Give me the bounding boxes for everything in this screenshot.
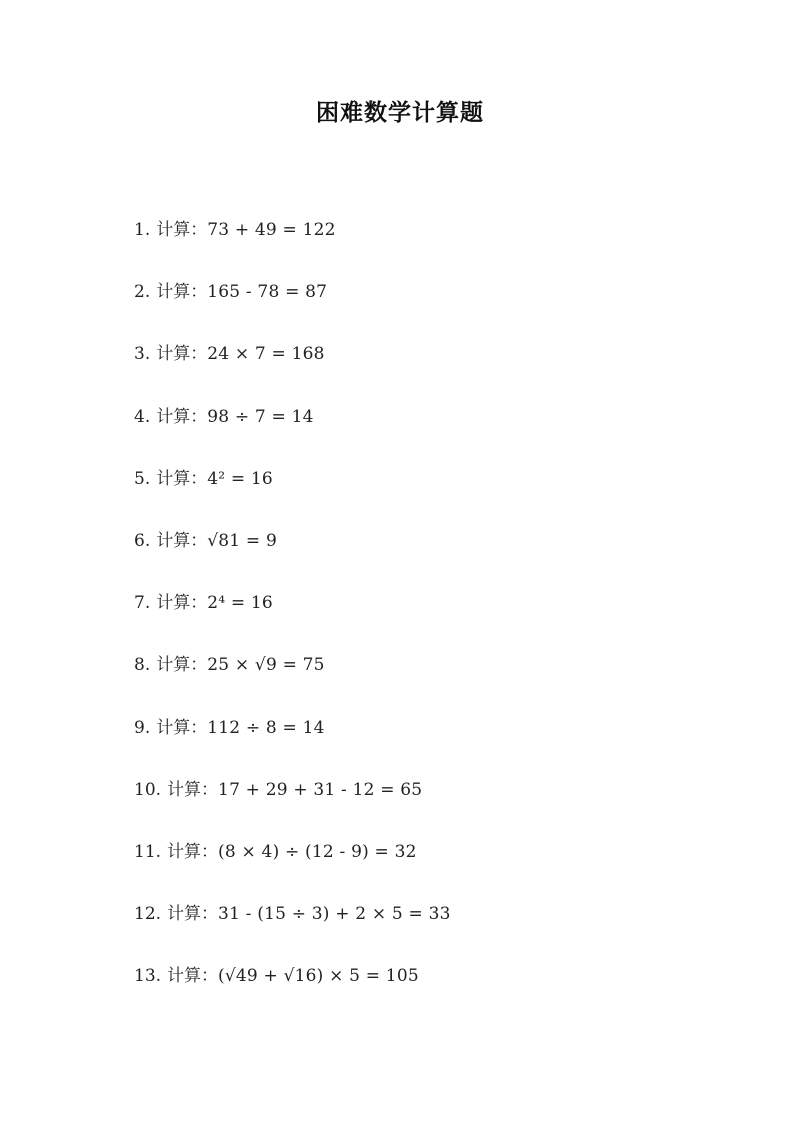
problem-expression: (8 × 4) ÷ (12 - 9) = 32 bbox=[218, 841, 417, 862]
problem-label: 计算： bbox=[167, 904, 219, 925]
problem-number: 1. bbox=[134, 220, 151, 240]
problem-item bbox=[134, 712, 451, 774]
page-title: 困难数学计算题 bbox=[316, 99, 484, 126]
problem-expression: 17 + 29 + 31 - 12 = 65 bbox=[218, 779, 423, 800]
problem-number: 11. bbox=[134, 841, 162, 862]
problem-item bbox=[134, 214, 451, 276]
problem-label: 计算： bbox=[156, 282, 208, 303]
problem-label: 计算： bbox=[167, 779, 219, 800]
problem-expression: 4² = 16 bbox=[207, 468, 273, 489]
problem-label: 计算： bbox=[156, 655, 208, 676]
problem-label: 计算： bbox=[156, 530, 208, 551]
problem-expression: (√49 + √16) × 5 = 105 bbox=[218, 966, 419, 987]
problem-item bbox=[134, 960, 451, 1022]
problem-expression: √81 = 9 bbox=[207, 530, 277, 551]
problem-item bbox=[134, 525, 451, 587]
problem-number: 6. bbox=[134, 530, 151, 551]
problem-number: 5. bbox=[134, 468, 151, 489]
problem-number: 9. bbox=[134, 717, 151, 738]
problem-label: 计算： bbox=[156, 468, 208, 489]
problem-number: 8. bbox=[134, 655, 151, 676]
problem-label: 计算： bbox=[156, 344, 208, 365]
problem-item bbox=[134, 401, 451, 463]
problem-number: 10. bbox=[134, 779, 162, 800]
problem-item bbox=[134, 338, 451, 400]
problem-label: 计算： bbox=[167, 841, 219, 862]
problem-number: 12. bbox=[134, 904, 162, 925]
problem-expression: 112 ÷ 8 = 14 bbox=[207, 717, 325, 738]
problem-label: 计算： bbox=[156, 406, 208, 427]
problem-item bbox=[134, 649, 451, 711]
problem-label: 计算： bbox=[156, 593, 208, 614]
problem-expression: 73 + 49 = 122 bbox=[207, 220, 336, 240]
problem-item bbox=[134, 463, 451, 525]
problem-label: 计算： bbox=[167, 966, 219, 987]
problem-expression: 31 - (15 ÷ 3) + 2 × 5 = 33 bbox=[218, 904, 451, 925]
problem-expression: 98 ÷ 7 = 14 bbox=[207, 406, 314, 427]
problem-number: 2. bbox=[134, 282, 151, 303]
problem-expression: 2⁴ = 16 bbox=[207, 593, 273, 614]
problem-expression: 25 × √9 = 75 bbox=[207, 655, 325, 676]
problem-number: 3. bbox=[134, 344, 151, 365]
problem-list bbox=[134, 214, 451, 1022]
problem-item bbox=[134, 774, 451, 836]
problem-expression: 165 - 78 = 87 bbox=[207, 282, 328, 303]
problem-item bbox=[134, 836, 451, 898]
problem-label: 计算： bbox=[156, 220, 208, 240]
problem-expression: 24 × 7 = 168 bbox=[207, 344, 325, 365]
problem-item bbox=[134, 898, 451, 960]
problem-item bbox=[134, 276, 451, 338]
problem-item bbox=[134, 587, 451, 649]
problem-number: 13. bbox=[134, 966, 162, 987]
problem-number: 7. bbox=[134, 593, 151, 614]
problem-number: 4. bbox=[134, 406, 151, 427]
problem-label: 计算： bbox=[156, 717, 208, 738]
